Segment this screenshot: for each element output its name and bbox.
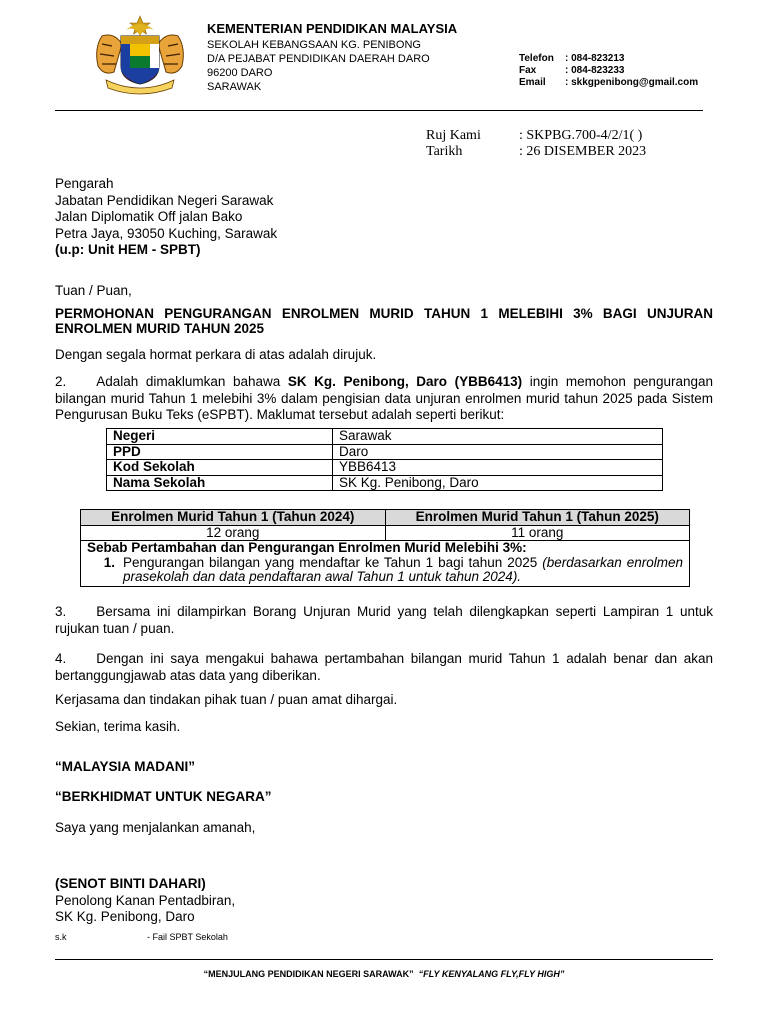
paragraph-2: 2. Adalah dimaklumkan bahawa SK Kg. Penibong, Daro (YBB6413) ingin memohon pengurangan bilangan murid Tahun 1 melebihi 3% dalam pengisian data unjuran enrolmen murid tahun 2025 pada Sistem Pengurusan Buku Teks (eSPBT). Maklumat tersebut adalah seperti berikut: [55, 374, 713, 422]
school-name: SEKOLAH KEBANGSAAN KG. PENIBONG [207, 39, 421, 51]
ref-value: : SKPBG.700-4/2/1( ) [519, 128, 643, 143]
postcode: 96200 DARO [207, 67, 273, 79]
contact-email: Email : skkgpenibong@gmail.com [519, 77, 699, 88]
table-row [81, 525, 690, 541]
paragraph-1: Dengan segala hormat perkara di atas adalah dirujuk. [55, 347, 377, 362]
header-2025: Enrolmen Murid Tahun 1 (Tahun 2025) [385, 510, 690, 526]
enrolment-table [80, 509, 690, 587]
paragraph-3: 3. Bersama ini dilampirkan Borang Unjuran Murid yang telah dilengkapkan seperti Lampiran 1 untuk rujukan tuan / puan. [55, 604, 713, 636]
signer-school: SK Kg. Penibong, Daro [55, 909, 195, 924]
coat-of-arms-icon [88, 14, 192, 96]
paragraph-5: Kerjasama dan tindakan pihak tuan / puan amat dihargai. [55, 692, 398, 707]
office-address: D/A PEJABAT PENDIDIKAN DAERAH DARO [207, 53, 430, 65]
contact-phone: Telefon : 084-823213 [519, 53, 625, 64]
contact-fax: Fax : 084-823233 [519, 65, 625, 76]
trust-line: Saya yang menjalankan amanah, [55, 820, 256, 835]
date-label: Tarikh [426, 144, 463, 159]
motto-malaysia-madani: “MALAYSIA MADANI” [55, 759, 196, 774]
reason-item: 1. Pengurangan bilangan yang mendaftar ke Tahun 1 bagi tahun 2025 (berdasarkan enrolmen prasekolah dan data pendaftaran awal Tahun 1 untuk tahun 2024). [103, 554, 683, 584]
reference-block [426, 128, 646, 160]
school-info-table [106, 428, 663, 491]
table-row: Negeri Sarawak [107, 429, 663, 445]
signature-block [55, 876, 235, 926]
table-row: Kod Sekolah YBB6413 [107, 460, 663, 476]
closing-line: Sekian, terima kasih. [55, 719, 181, 734]
table-row: Nama Sekolah SK Kg. Penibong, Daro [107, 475, 663, 491]
paragraph-4: 4. Dengan ini saya mengakui bahawa pertambahan bilangan murid Tahun 1 adalah benar dan akan bertanggungjawab atas data yang diberikan. [55, 651, 713, 683]
header-divider [55, 110, 703, 111]
header-2024: Enrolmen Murid Tahun 1 (Tahun 2024) [81, 510, 386, 526]
recipient-address: Pengarah Jabatan Pendidikan Negeri Sarawak Jalan Diplomatik Off jalan Bako Petra Jaya, 93050 Kuching, Sarawak (u.p: Unit HEM - SPBT) [55, 176, 278, 257]
signer-name: (SENOT BINTI DAHARI) [55, 876, 206, 891]
contact-block [519, 53, 719, 89]
signer-title: Penolong Kanan Pentadbiran, [55, 892, 236, 908]
date-value: : 26 DISEMBER 2023 [519, 144, 647, 159]
state: SARAWAK [207, 81, 262, 93]
reason-cell [81, 541, 690, 587]
attention-line: (u.p: Unit HEM - SPBT) [55, 242, 201, 257]
ministry-name: KEMENTERIAN PENDIDIKAN MALAYSIA [207, 21, 458, 36]
salutation: Tuan / Puan, [55, 283, 132, 298]
footer-divider [55, 959, 713, 960]
table-row: PPD Daro [107, 444, 663, 460]
ref-label: Ruj Kami [426, 128, 481, 143]
table-row [81, 541, 690, 587]
reason-title: Sebab Pertambahan dan Pengurangan Enrolmen Murid Melebihi 3%: [87, 540, 527, 555]
motto-berkhidmat: “BERKHIDMAT UNTUK NEGARA” [55, 789, 272, 804]
subject-heading: PERMOHONAN PENGURANGAN ENROLMEN MURID TAHUN 1 MELEBIHI 3% BAGI UNJURAN ENROLMEN MURID TAHUN 2025 [55, 306, 713, 336]
enrolment-2024: 12 orang [81, 525, 386, 541]
table-header-row [81, 510, 690, 526]
enrolment-2025: 11 orang [385, 525, 690, 541]
cc-line: s.k - Fail SPBT Sekolah [55, 932, 228, 942]
footer-slogan: “MENJULANG PENDIDIKAN NEGERI SARAWAK” “FLY KENYALANG FLY,FLY HIGH” [203, 969, 565, 979]
